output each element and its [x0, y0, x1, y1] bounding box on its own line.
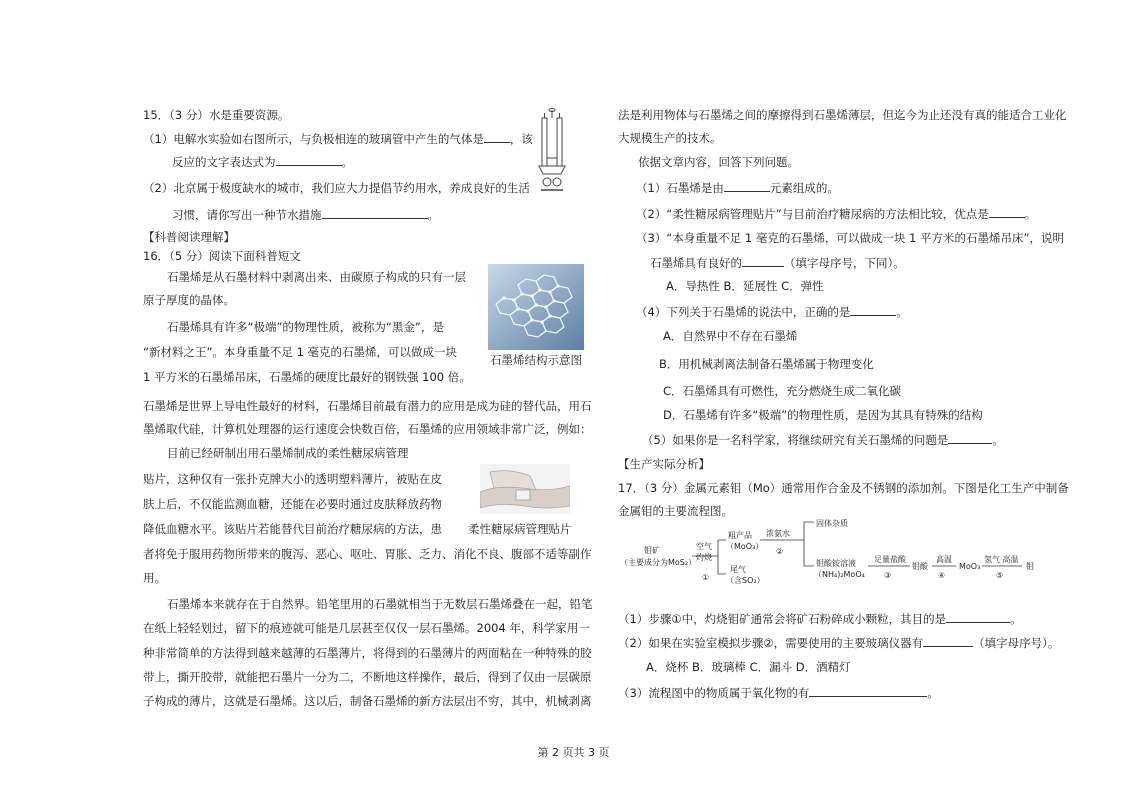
p2-line2: “新材料之王”。本身重量不足 1 毫克的石墨烯，可以做成一块 [143, 345, 458, 359]
answer-blank [850, 303, 896, 316]
answer-blank [946, 610, 1010, 623]
diabetes-patch-image [480, 464, 570, 514]
q17-line2: 金属钼的主要流程图。 [618, 504, 733, 518]
q15-2-line1: （2）北京属于极度缺水的城市，我们应大力提倡节约用水，养成良好的生活 [143, 181, 530, 195]
q3-line2 [650, 254, 905, 271]
p4-line4: 带上，撕开胶带，就能把石墨片一分为二，不断地这样操作，最后，得到了仅由一层碳原 [143, 670, 592, 684]
q15-1-text: （1）电解水实验如右图所示，与负极相连的玻璃管中产生的气体是 [143, 132, 484, 146]
q4-option-b: B．用机械剥离法制备石墨烯属于物理变化 [659, 357, 874, 371]
q5-line [642, 431, 1004, 448]
p1-line1: 石墨烯是从石墨材料中剥离出来、由碳原子构成的只有一层 [167, 270, 466, 284]
r-line1: 法是利用物体与石墨烯之间的摩擦得到石墨烯薄层，但迄今为止还没有真的能适合工业化 [618, 108, 1067, 122]
r-line3: 依据文章内容，回答下列问题。 [638, 155, 799, 169]
s2-line [618, 634, 1059, 651]
q3-line1: （3）“本身重量不足 1 毫克的石墨烯，可以做成一块 1 平方米的石墨烯吊床”，说明 [636, 231, 1064, 245]
flow-mo: 钼 [1026, 562, 1034, 571]
q5-text-end: 。 [992, 433, 1004, 447]
p3-line4: 贴片，这种仅有一张扑克牌大小的透明塑料薄片，被贴在皮 [143, 472, 442, 486]
q15-2-end: 。 [427, 208, 439, 222]
flow-heat: 高温 [936, 555, 952, 564]
q16-title: 16．（5 分）阅读下面科普短文 [143, 249, 301, 263]
s3-text-end: 。 [927, 686, 939, 700]
graphene-caption: 石墨烯结构示意图 [490, 353, 582, 367]
flow-ore: 钼矿 [644, 546, 660, 555]
flow-branch [804, 522, 814, 566]
answer-blank [484, 130, 510, 143]
flow-burn: 灼烧 [696, 553, 712, 562]
q2-line [636, 205, 1036, 222]
s2-text-end: （填字母序号）。 [973, 636, 1060, 650]
answer-blank [276, 153, 342, 166]
p3-line1: 石墨烯是世界上导电性最好的材料，石墨烯目前最有潜力的应用是成为硅的替代品，用石 [143, 399, 592, 413]
flow-branch [718, 540, 726, 574]
q4-line [636, 303, 908, 320]
p3-line3: 目前已经研制出用石墨烯制成的柔性糖尿病管理 [167, 446, 409, 460]
q3-text: 石墨烯具有良好的 [650, 256, 742, 270]
flow-tail: 尾气 [730, 565, 746, 574]
flow-step3: ③ [884, 571, 892, 580]
flow-air: 空气 [696, 542, 712, 551]
flow-step2: ② [776, 547, 784, 556]
q2-text: （2）“柔性糖尿病管理贴片”与目前治疗糖尿病的方法相比较，优点是 [636, 207, 989, 221]
q2-text-end: 。 [1024, 207, 1037, 221]
answer-blank [742, 254, 784, 267]
q15-2-text: 习惯，请你写出一种节水措施 [172, 208, 322, 222]
flow-crude: 粗产品 [728, 531, 752, 540]
q15-1-line2 [172, 153, 353, 170]
q4-text: （4）下列关于石墨烯的说法中，正确的是 [636, 305, 851, 319]
answer-blank [989, 205, 1025, 218]
graphene-structure-image [488, 264, 584, 350]
flow-moo3: MoO₃ [959, 562, 981, 571]
q17-line1: 17．（3 分）金属元素钼（Mo）通常用作合金及不锈钢的添加剂。下图是化工生产中制备 [618, 481, 1069, 495]
r-line2: 大规模生产的技术。 [618, 131, 722, 145]
q15-1-line1 [143, 130, 533, 147]
flow-ore-sub: （主要成分为MoS₂） [620, 558, 697, 567]
flow-h2: 氢气 高温 [984, 555, 1019, 564]
q3-options: A．导热性 B．延展性 C．弹性 [666, 279, 824, 293]
flow-acid: 足量盐酸 [874, 555, 906, 564]
molybdenum-process-flowchart [618, 518, 1048, 590]
q15-title: 15．（3 分）水是重要资源。 [143, 108, 290, 122]
p3-line5: 肤上后，不仅能监测血糖，还能在必要时通过皮肤释放药物 [143, 497, 442, 511]
electrolysis-apparatus-figure [535, 108, 569, 194]
q15-1-end: 。 [341, 155, 353, 169]
answer-blank [948, 431, 992, 444]
flow-ammonia: 浓氨水 [766, 529, 790, 538]
p3-line2: 墨烯取代硅，计算机处理器的运行速度会快数百倍，石墨烯的应用领域非常广泛，例如： [143, 422, 592, 436]
flow-tail-sub: （含SO₂） [726, 576, 765, 585]
q4-option-c: C．石墨烯具有可燃性，充分燃烧生成二氧化碳 [663, 384, 902, 398]
flow-impurity: 固体杂质 [816, 519, 848, 528]
section-production: 【生产实际分析】 [618, 457, 710, 471]
answer-blank [322, 206, 428, 219]
p4-line3: 种非常简单的方法得到越来越薄的石墨薄片，将得到的石墨薄片的两面粘在一种特殊的胶 [143, 646, 592, 660]
answer-blank [923, 634, 973, 647]
p4-line5: 子构成的薄片，这就是石墨烯。这以后，制备石墨烯的新方法层出不穷，其中，机械剥离 [143, 694, 592, 708]
p3-line6: 降低血糖水平。该贴片若能替代目前治疗糖尿病的方法，患 [143, 522, 442, 536]
p4-line1: 石墨烯本来就存在于自然界。铅笔里用的石墨就相当于无数层石墨烯叠在一起，铅笔 [167, 597, 593, 611]
q3-text-end: （填字母序号，下同）。 [784, 256, 905, 270]
flow-ammonium-sub: （NH₄)₂MoO₄ [814, 570, 865, 579]
p2-line1: 石墨烯具有许多“极端”的物理性质，被称为“黑金”，是 [167, 320, 444, 334]
p4-line2: 在纸上轻轻划过，留下的痕迹就可能是几层甚至仅仅一层石墨烯。2004 年，科学家用一 [143, 621, 590, 635]
s1-line [618, 610, 1022, 627]
p1-line2: 原子厚度的晶体。 [143, 293, 235, 307]
q4-option-d: D．石墨烯有许多“极端”的物理性质，是因为其具有特殊的结构 [663, 408, 983, 422]
section-reading: 【科普阅读理解】 [143, 230, 235, 244]
answer-blank [809, 684, 927, 697]
s3-text: （3）流程图中的物质属于氧化物的有 [618, 686, 810, 700]
q1-line [636, 179, 839, 196]
p3-line8: 用。 [143, 571, 166, 585]
flow-molyacid: 钼酸 [912, 562, 928, 571]
q1-text-end: 元素组成的。 [769, 181, 839, 195]
q15-1-text-end: ，该 [509, 132, 533, 146]
s3-line [618, 684, 939, 701]
s2-text: （2）如果在实验室模拟步骤②，需要使用的主要玻璃仪器有 [618, 636, 924, 650]
flow-ammonium: 钼酸铵溶液 [816, 559, 856, 568]
patch-caption: 柔性糖尿病管理贴片 [468, 522, 572, 536]
s1-text: （1）步骤①中，灼烧钼矿通常会将矿石粉碎成小颗粒，其目的是 [618, 612, 947, 626]
p2-line3: 1 平方米的石墨烯吊床，石墨烯的硬度比最好的钢铁强 100 倍。 [143, 370, 471, 384]
q15-2-line2 [172, 206, 439, 223]
flow-step1: ① [702, 573, 710, 582]
flow-step5: ⑤ [996, 571, 1004, 580]
p3-line7: 者将免于服用药物所带来的腹泻、恶心、呕吐、胃胀、乏力、消化不良、腹部不适等副作 [143, 547, 592, 561]
answer-blank [724, 179, 770, 192]
q15-1-text2: 反应的文字表达式为 [172, 155, 276, 169]
q1-text: （1）石墨烯是由 [636, 181, 724, 195]
q5-text: （5）如果你是一名科学家，将继续研究有关石墨烯的问题是 [642, 433, 949, 447]
q4-option-a: A．自然界中不存在石墨烯 [663, 329, 798, 343]
q4-text-end: 。 [896, 305, 908, 319]
flow-step4: ④ [938, 571, 946, 580]
page-footer: 第 2 页共 3 页 [537, 746, 610, 759]
s1-text-end: 。 [1010, 612, 1022, 626]
s2-options: A．烧杯 B．玻璃棒 C．漏斗 D．酒精灯 [646, 660, 851, 674]
flow-crude-sub: （MoO₃） [726, 542, 764, 551]
